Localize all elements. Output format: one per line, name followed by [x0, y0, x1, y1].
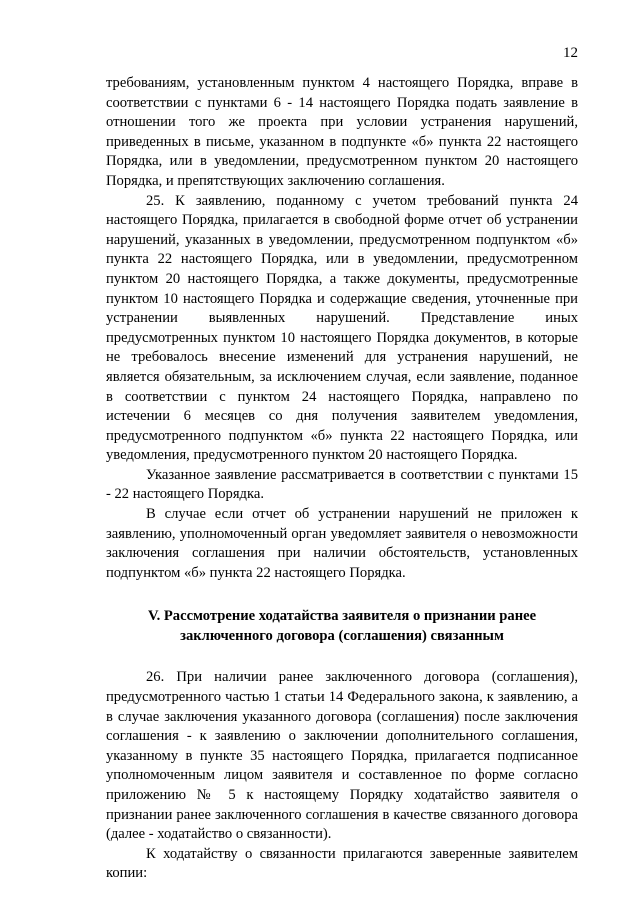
- paragraph-item-26: 26. При наличии ранее заключенного договора (соглашения), предусмотренного частью 1 статьи 14 Федерального закона, к заявлению, а в случае заключения указанного договора (соглашения) после заключения соглашения - к заявлению о заключении дополнительного соглашения, указанному в пункте 35 настоящего Порядка, прилагается подписанное уполномоченным лицом заявителя и составленное по форме согласно приложению № 5 к настоящему Порядку ходатайство заявителя о признании ранее заключенного соглашения в качестве связанного договора (далее - ходатайство о связанности).: [106, 669, 578, 843]
- document-body: [106, 74, 578, 884]
- paragraph-item-25: 25. К заявлению, поданному с учетом требований пункта 24 настоящего Порядка, прилагается в свободной форме отчет об устранении нарушений, указанных в уведомлении, предусмотренном подпунктом «б» пункта 22 настоящего Порядка, или в уведомлении, предусмотренном пунктом 20 настоящего Порядка, а также документы, предусмотренные пунктом 10 настоящего Порядка и содержащие сведения, уточненные при устранении выявленных нарушений. Представление иных предусмотренных пунктом 10 настоящего Порядка документов, в которые не требовалось внесение изменений для устранения нарушений, не является обязательным, за исключением случая, если заявление, поданное в соответствии с пунктом 24 настоящего Порядка, направлено по истечении 6 месяцев со дня получения заявителем уведомления, предусмотренного подпунктом «б» пункта 22 настоящего Порядка, или уведомления, предусмотренного пунктом 20 настоящего Порядка.: [106, 192, 578, 464]
- section-heading: [106, 606, 578, 646]
- section-heading-line-2: заключенного договора (соглашения) связанным: [180, 628, 504, 645]
- paragraph-attachments: К ходатайству о связанности прилагаются заверенные заявителем копии:: [106, 845, 578, 882]
- paragraph-continuation: требованиям, установленным пунктом 4 настоящего Порядка, вправе в соответствии с пунктами 6 - 14 настоящего Порядка подать заявление в отношении того же проекта при условии устранения нарушений, приведенных в письме, указанном в подпункте «б» пункта 22 настоящего Порядка, или в уведомлении, предусмотренном пунктом 20 настоящего Порядка, и препятствующих заключению соглашения.: [106, 75, 578, 189]
- page-number: 12: [563, 45, 578, 61]
- paragraph-consideration: Указанное заявление рассматривается в соответствии с пунктами 15 - 22 настоящего Порядка.: [106, 466, 578, 503]
- section-heading-line-1: V. Рассмотрение ходатайства заявителя о признании ранее: [147, 608, 537, 625]
- paragraph-no-report: В случае если отчет об устранении нарушений не приложен к заявлению, уполномоченный орган уведомляет заявителя о невозможности заключения соглашения при наличии обстоятельств, установленных подпунктом «б» пункта 22 настоящего Порядка.: [106, 506, 578, 581]
